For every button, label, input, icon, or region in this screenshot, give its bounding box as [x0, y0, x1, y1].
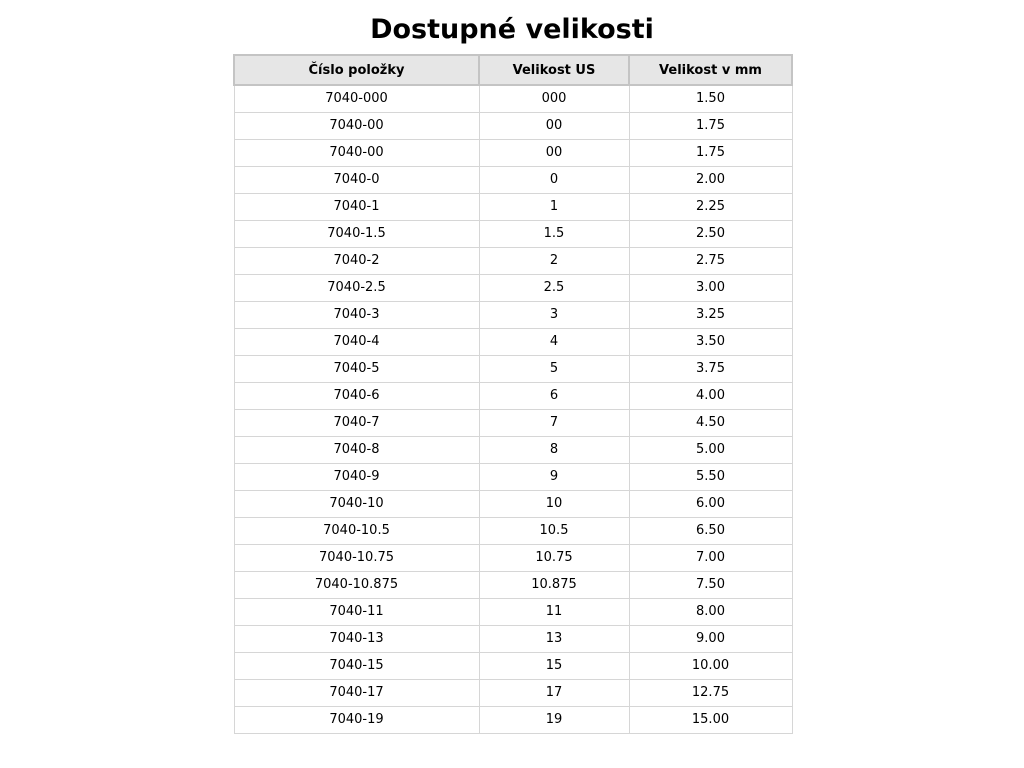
item-number-cell: 7040-5: [234, 355, 479, 382]
table-body: [234, 85, 792, 733]
us-size-cell: 1.5: [479, 220, 629, 247]
item-number-cell: 7040-13: [234, 625, 479, 652]
item-number-cell: 7040-7: [234, 409, 479, 436]
table-row: [234, 706, 792, 733]
column-header-us-size: Velikost US: [479, 55, 629, 85]
us-size-cell: 2: [479, 247, 629, 274]
table-row: [234, 625, 792, 652]
size-mm-cell: 4.50: [629, 409, 792, 436]
item-number-cell: 7040-8: [234, 436, 479, 463]
table-row: [234, 382, 792, 409]
table-row: [234, 571, 792, 598]
item-number-cell: 7040-11: [234, 598, 479, 625]
us-size-cell: 8: [479, 436, 629, 463]
table-row: [234, 274, 792, 301]
us-size-cell: 15: [479, 652, 629, 679]
item-number-cell: 7040-9: [234, 463, 479, 490]
size-mm-cell: 2.00: [629, 166, 792, 193]
size-mm-cell: 7.00: [629, 544, 792, 571]
size-mm-cell: 10.00: [629, 652, 792, 679]
item-number-cell: 7040-1.5: [234, 220, 479, 247]
size-mm-cell: 3.75: [629, 355, 792, 382]
us-size-cell: 11: [479, 598, 629, 625]
us-size-cell: 19: [479, 706, 629, 733]
size-mm-cell: 8.00: [629, 598, 792, 625]
us-size-cell: 9: [479, 463, 629, 490]
us-size-cell: 10: [479, 490, 629, 517]
item-number-cell: 7040-3: [234, 301, 479, 328]
table-row: [234, 652, 792, 679]
us-size-cell: 5: [479, 355, 629, 382]
us-size-cell: 00: [479, 112, 629, 139]
table-row: [234, 355, 792, 382]
us-size-cell: 7: [479, 409, 629, 436]
page-title: Dostupné velikosti: [370, 14, 654, 45]
size-mm-cell: 3.00: [629, 274, 792, 301]
us-size-cell: 10.5: [479, 517, 629, 544]
table-row: [234, 598, 792, 625]
size-mm-cell: 2.50: [629, 220, 792, 247]
table-row: [234, 436, 792, 463]
table-row: [234, 679, 792, 706]
table-row: [234, 193, 792, 220]
table-row: [234, 490, 792, 517]
item-number-cell: 7040-17: [234, 679, 479, 706]
column-header-item-number: Číslo položky: [234, 55, 479, 85]
size-mm-cell: 6.50: [629, 517, 792, 544]
item-number-cell: 7040-15: [234, 652, 479, 679]
size-mm-cell: 6.00: [629, 490, 792, 517]
item-number-cell: 7040-19: [234, 706, 479, 733]
table-row: [234, 328, 792, 355]
item-number-cell: 7040-2.5: [234, 274, 479, 301]
size-mm-cell: 1.50: [629, 85, 792, 112]
size-mm-cell: 5.00: [629, 436, 792, 463]
size-mm-cell: 7.50: [629, 571, 792, 598]
us-size-cell: 17: [479, 679, 629, 706]
item-number-cell: 7040-00: [234, 112, 479, 139]
us-size-cell: 4: [479, 328, 629, 355]
us-size-cell: 2.5: [479, 274, 629, 301]
table-row: [234, 544, 792, 571]
item-number-cell: 7040-6: [234, 382, 479, 409]
size-mm-cell: 1.75: [629, 112, 792, 139]
column-header-size-mm: Velikost v mm: [629, 55, 792, 85]
size-mm-cell: 3.25: [629, 301, 792, 328]
table-row: [234, 301, 792, 328]
item-number-cell: 7040-10: [234, 490, 479, 517]
size-mm-cell: 2.25: [629, 193, 792, 220]
table-header-row: [234, 55, 792, 85]
item-number-cell: 7040-000: [234, 85, 479, 112]
table-row: [234, 166, 792, 193]
item-number-cell: 7040-00: [234, 139, 479, 166]
us-size-cell: 3: [479, 301, 629, 328]
table-row: [234, 247, 792, 274]
size-mm-cell: 5.50: [629, 463, 792, 490]
us-size-cell: 0: [479, 166, 629, 193]
item-number-cell: 7040-10.5: [234, 517, 479, 544]
table-row: [234, 409, 792, 436]
item-number-cell: 7040-4: [234, 328, 479, 355]
us-size-cell: 6: [479, 382, 629, 409]
size-mm-cell: 3.50: [629, 328, 792, 355]
table-row: [234, 85, 792, 112]
item-number-cell: 7040-2: [234, 247, 479, 274]
item-number-cell: 7040-0: [234, 166, 479, 193]
us-size-cell: 00: [479, 139, 629, 166]
size-mm-cell: 15.00: [629, 706, 792, 733]
us-size-cell: 13: [479, 625, 629, 652]
us-size-cell: 000: [479, 85, 629, 112]
item-number-cell: 7040-1: [234, 193, 479, 220]
us-size-cell: 1: [479, 193, 629, 220]
sizes-table: [233, 54, 793, 734]
table-row: [234, 517, 792, 544]
item-number-cell: 7040-10.75: [234, 544, 479, 571]
size-mm-cell: 9.00: [629, 625, 792, 652]
us-size-cell: 10.875: [479, 571, 629, 598]
item-number-cell: 7040-10.875: [234, 571, 479, 598]
size-mm-cell: 1.75: [629, 139, 792, 166]
table-row: [234, 220, 792, 247]
table-row: [234, 139, 792, 166]
size-mm-cell: 2.75: [629, 247, 792, 274]
us-size-cell: 10.75: [479, 544, 629, 571]
size-mm-cell: 12.75: [629, 679, 792, 706]
table-row: [234, 112, 792, 139]
size-mm-cell: 4.00: [629, 382, 792, 409]
table-row: [234, 463, 792, 490]
